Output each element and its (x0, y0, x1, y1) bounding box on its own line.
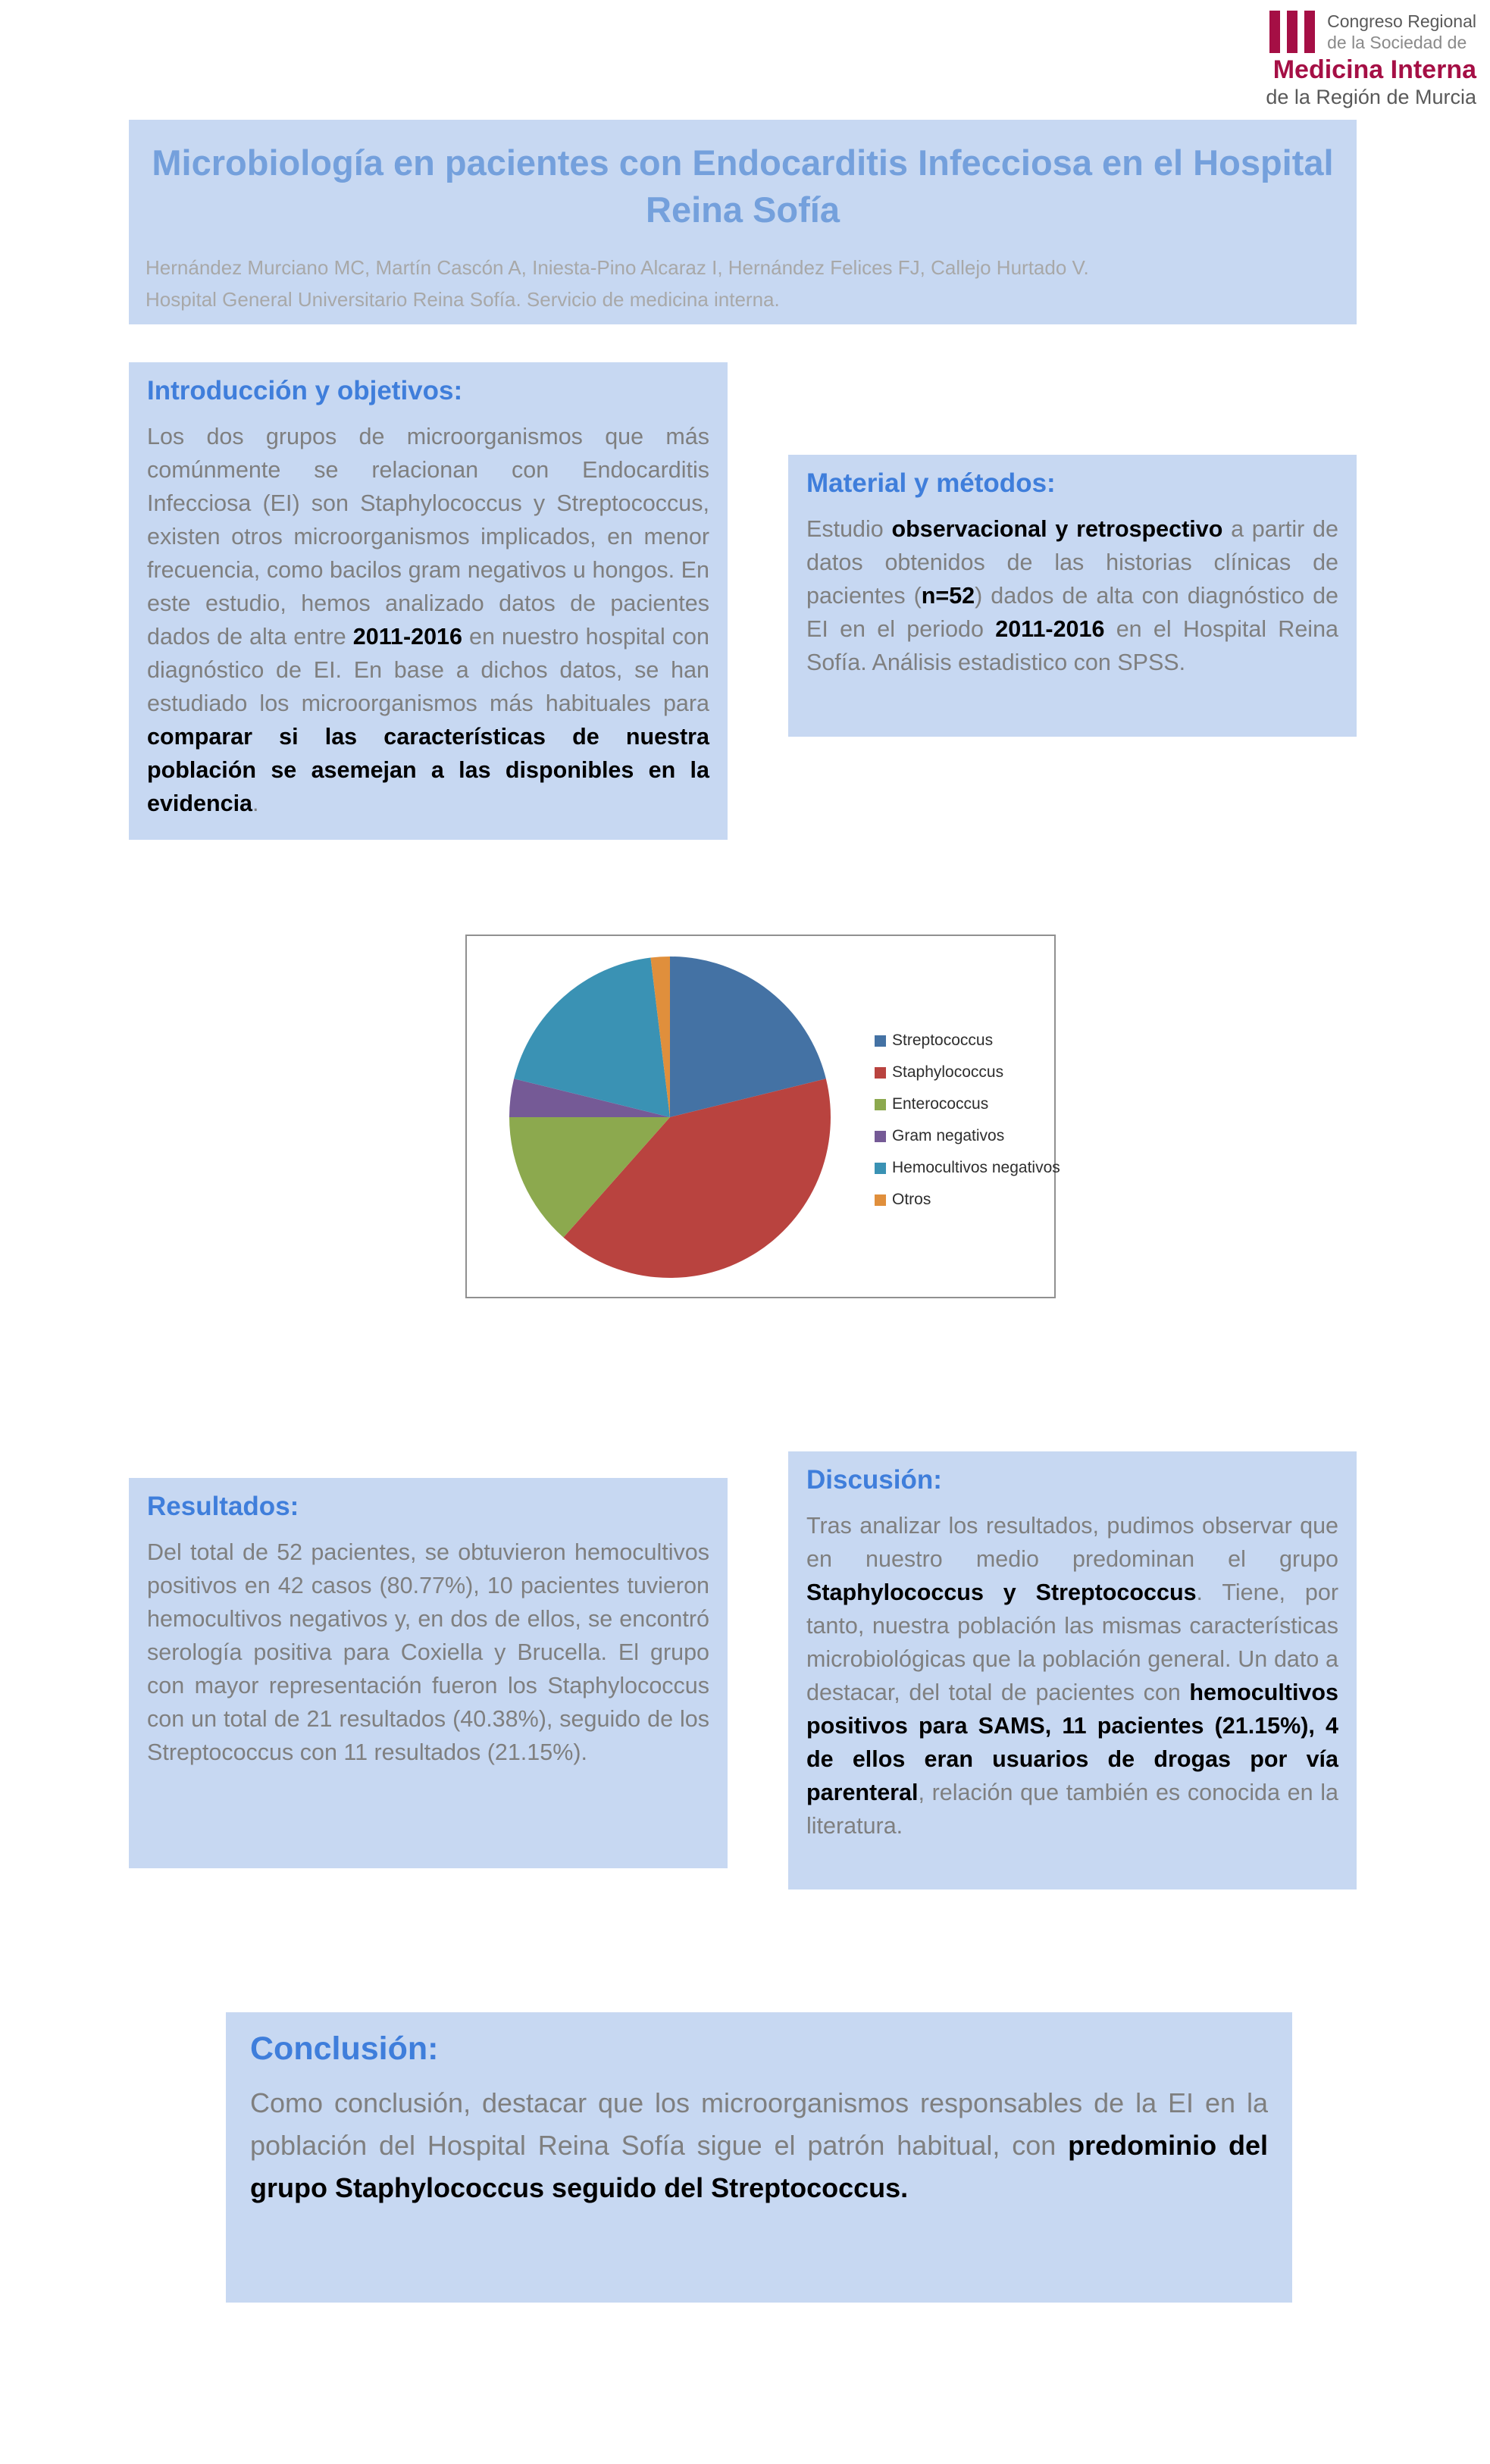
legend-item-enterococcus (875, 1095, 1060, 1113)
legend-marker-icon (875, 1067, 886, 1079)
text-segment: Los dos grupos de microorganismos que más comúnmente se relacionan con Endocarditis Infecciosa (EI) son Staphylococcus y Streptococcus, existen otros microorganismos implicados, en menor frecuencia, como bacilos gram negativos u hongos. En este estudio, hemos analizado datos de pacientes dados de alta entre (147, 424, 709, 650)
text-segment: a partir de datos obtenidos de las historias clínicas de pacientes ( (806, 516, 1338, 609)
text-segment: , relación que también es conocida en la literatura. (806, 1780, 1338, 1839)
title-banner (129, 120, 1357, 324)
authors-block (146, 252, 1357, 315)
intro-heading: Introducción y objetivos: (147, 376, 463, 405)
chart-legend (875, 1032, 1060, 1209)
legend-marker-icon (875, 1035, 886, 1047)
text-segment: Del total de 52 pacientes, se obtuvieron hemocultivos positivos en 42 casos (80.77%), 10 pacientes tuvieron hemocultivos negativos y, en dos de ellos, se encontró serología positiva para Coxiella y Brucella. El grupo con mayor representación fueron los Staphylococcus con un total de 21 resultados (40.38%), seguido de los Streptococcus con 11 resultados (21.15%). (147, 1539, 709, 1765)
bold-text-segment: predominio del grupo Staphylococcus seguido del Streptococcus. (250, 2130, 1268, 2203)
material-heading: Material y métodos: (806, 468, 1056, 498)
intro-body (147, 420, 709, 820)
bold-text-segment: comparar si las características de nuestra población se asemejan a las disponibles en la evidencia (147, 724, 709, 816)
poster-title: Microbiología en pacientes con Endocarditis Infecciosa en el Hospital Reina Sofía (152, 142, 1334, 230)
text-segment: Estudio (806, 516, 892, 542)
legend-marker-icon (875, 1163, 886, 1174)
logo-line3: Medicina Interna (1272, 55, 1476, 84)
bold-text-segment: 2011-2016 (352, 624, 462, 650)
legend-item-hemocultivos-negativos (875, 1159, 1060, 1177)
section-conclusion (226, 2012, 1292, 2303)
bold-text-segment: Staphylococcus y Streptococcus (806, 1580, 1197, 1605)
section-material (788, 455, 1357, 737)
legend-item-staphylococcus (875, 1063, 1060, 1082)
bold-text-segment: hemocultivos positivos para SAMS, 11 pacientes (21.15%), 4 de ellos eran usuarios de drogas por vía parenteral (806, 1680, 1338, 1805)
legend-label: Enterococcus (892, 1095, 989, 1113)
logo-top-row (1266, 11, 1476, 53)
conclusion-body (250, 2082, 1268, 2209)
legend-label: Staphylococcus (892, 1063, 1004, 1081)
legend-label: Hemocultivos negativos (892, 1159, 1060, 1176)
logo-line1: Congreso Regional (1327, 11, 1476, 31)
section-discusion (788, 1451, 1357, 1889)
legend-item-streptococcus (875, 1032, 1060, 1050)
logo-line4: de la Región de Murcia (1266, 86, 1476, 108)
bold-text-segment: n=52 (921, 583, 975, 609)
legend-label: Gram negativos (892, 1127, 1005, 1144)
text-segment: . Tiene, por tanto, nuestra población las mismas características microbiológicas que la población general. Un dato a destacar, del total de pacientes con (806, 1580, 1338, 1705)
text-segment: Tras analizar los resultados, pudimos observar que en nuestro medio predominan el grupo (806, 1513, 1338, 1572)
legend-label: Otros (892, 1191, 931, 1208)
logo-line2: de la Sociedad de (1327, 33, 1467, 52)
text-segment: . (252, 791, 259, 816)
text-segment: en nuestro hospital con diagnóstico de EI. En base a dichos datos, se han estudiado los microorganismos más habituales para (147, 624, 709, 716)
section-resultados (129, 1478, 728, 1868)
affiliation-line: Hospital General Universitario Reina Sofía. Servicio de medicina interna. (146, 288, 780, 311)
bold-text-segment: observacional y retrospectivo (891, 516, 1223, 542)
resultados-body (147, 1536, 709, 1769)
section-intro (129, 362, 728, 840)
discusion-body (806, 1509, 1338, 1843)
legend-item-gram-negativos (875, 1127, 1060, 1145)
bold-text-segment: 2011-2016 (995, 616, 1105, 642)
three-bars-icon (1269, 11, 1315, 53)
resultados-heading: Resultados: (147, 1492, 299, 1521)
text-segment: ) dados de alta con diagnóstico de EI en el periodo (806, 583, 1338, 642)
bar-icon (1304, 11, 1315, 53)
material-body (806, 512, 1338, 679)
legend-marker-icon (875, 1131, 886, 1142)
legend-label: Streptococcus (892, 1032, 994, 1049)
congress-logo (1266, 11, 1476, 109)
bar-icon (1287, 11, 1297, 53)
conclusion-heading: Conclusión: (250, 2030, 439, 2067)
text-segment: en el Hospital Reina Sofía. Análisis estadistico con SPSS. (806, 616, 1338, 675)
text-segment: Como conclusión, destacar que los microorganismos responsables de la EI en la población del Hospital Reina Sofía sigue el patrón habitual, con (250, 2087, 1268, 2161)
microorganisms-pie-chart (465, 935, 1060, 1298)
discusion-heading: Discusión: (806, 1465, 942, 1495)
bar-icon (1269, 11, 1280, 53)
logo-top-text (1327, 11, 1476, 53)
legend-marker-icon (875, 1194, 886, 1206)
legend-marker-icon (875, 1099, 886, 1110)
authors-line: Hernández Murciano MC, Martín Cascón A, Iniesta-Pino Alcaraz I, Hernández Felices FJ, Callejo Hurtado V. (146, 256, 1089, 279)
legend-item-otros (875, 1191, 1060, 1209)
